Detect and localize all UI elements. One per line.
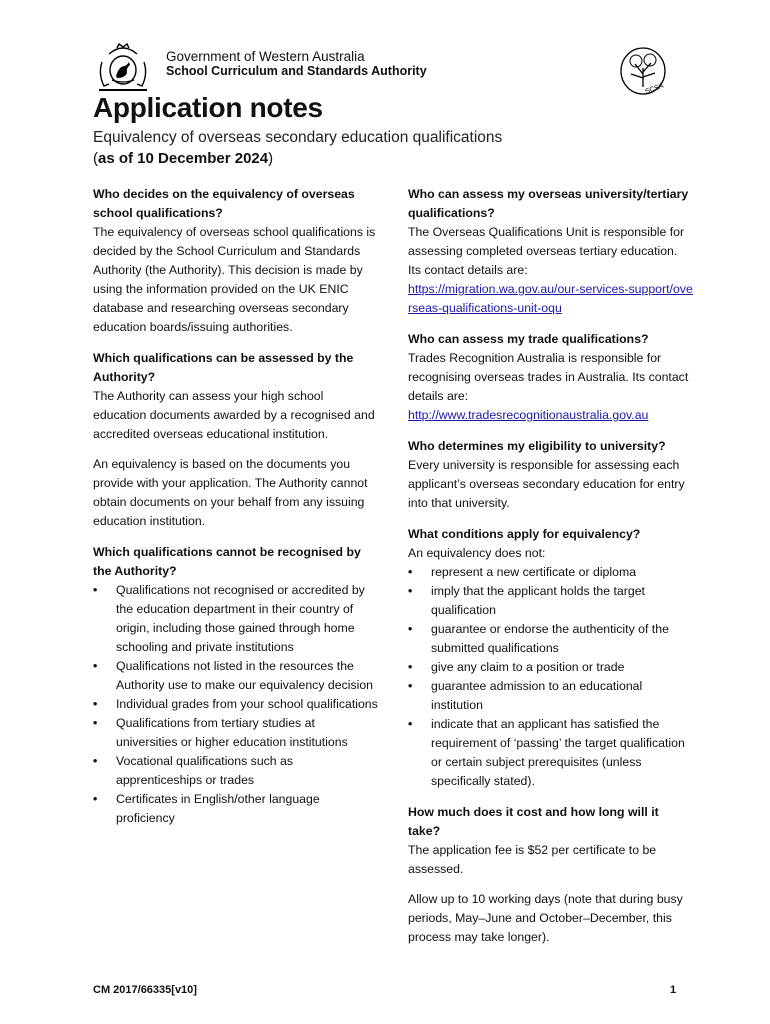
question-heading: Which qualifications can be assessed by the Authority? [93,351,354,384]
document-reference: CM 2017/66335[v10] [93,984,197,996]
answer-text: An equivalency is based on the documents you provide with your application. The Authority cannot obtain documents on your behalf from any issuing education institution. [93,457,368,528]
as-of-close: ) [268,150,274,167]
answer-text: The Overseas Qualifications Unit is responsible for assessing completed overseas tertiary education. Its contact details are: [408,225,685,277]
list-item: • imply that the applicant holds the target qualification [408,582,693,620]
page-title: Application notes [93,92,323,123]
government-heading [166,49,427,79]
seal-text: SCSA [644,82,665,96]
list-item: • Qualifications not listed in the resources the Authority use to make our equivalency decision [93,657,378,695]
bullet-list [408,563,693,791]
answer-text: Every university is responsible for assessing each applicant’s overseas secondary education for entry into that university. [408,458,685,510]
authority-name: School Curriculum and Standards Authority [166,64,427,78]
left-column [93,185,378,840]
government-name: Government of Western Australia [166,49,365,64]
bullet-list [93,581,378,828]
page-subtitle: Equivalency of overseas secondary education qualifications [93,129,503,146]
section-university-eligibility [408,437,693,513]
list-item: • Individual grades from your school qualifications [93,695,378,714]
answer-text: Allow up to 10 working days (note that during busy periods, May–June and October–December, this process may take longer). [408,892,683,944]
tra-link[interactable]: http://www.tradesrecognitionaustralia.gov.au [408,408,649,422]
question-heading: Which qualifications cannot be recognised by the Authority? [93,545,361,578]
answer-text: The equivalency of overseas school qualifications is decided by the School Curriculum and Standards Authority (the Authority). This decision is made by using the information provided on the UK ENIC database and researching overseas secondary education boards/issuing authorities. [93,225,376,334]
list-item: • represent a new certificate or diploma [408,563,693,582]
list-item: • Certificates in English/other language proficiency [93,790,378,828]
section-conditions [408,525,693,791]
right-column [408,185,693,959]
list-item: • guarantee or endorse the authenticity of the submitted qualifications [408,620,693,658]
question-heading: What conditions apply for equivalency? [408,527,641,541]
scsa-seal-logo [617,44,669,98]
question-heading: Who can assess my trade qualifications? [408,332,649,346]
list-item: • Qualifications from tertiary studies at universities or higher education institutions [93,714,378,752]
oqu-link[interactable]: https://migration.wa.gov.au/our-services-support/overseas-qualifications-unit-oqu [408,282,693,315]
answer-text: Trades Recognition Australia is responsible for recognising overseas trades in Australia. Its contact details are: [408,351,689,403]
section-cannot-be-recognised [93,543,378,828]
section-trade [408,330,693,425]
page-number: 1 [670,984,677,996]
answer-text: The Authority can assess your high school education documents awarded by a recognised and accredited overseas educational institution. [93,389,375,441]
list-item: • Vocational qualifications such as apprenticeships or trades [93,752,378,790]
answer-text: An equivalency does not: [408,546,546,560]
answer-text: The application fee is $52 per certificate to be assessed. [408,843,657,876]
section-who-decides [93,185,378,337]
section-qualifications-assessed [93,349,378,531]
section-tertiary [408,185,693,318]
question-heading: Who determines my eligibility to university? [408,439,666,453]
list-item: • indicate that an applicant has satisfied the requirement of ‘passing’ the target qualification or certain subject prerequisites (unless specifically stated). [408,715,693,791]
section-cost-time [408,803,693,947]
as-of-date [93,150,273,167]
as-of-open: ( [93,150,98,167]
question-heading: Who can assess my overseas university/tertiary qualifications? [408,187,689,220]
question-heading: Who decides on the equivalency of overseas school qualifications? [93,187,355,220]
as-of-date-text: as of 10 December 2024 [98,150,269,167]
question-heading: How much does it cost and how long will it take? [408,805,659,838]
wa-crest-logo [95,40,151,94]
list-item: • guarantee admission to an educational institution [408,677,693,715]
list-item: • Qualifications not recognised or accredited by the education department in their country of origin, including those gained through home schooling and private institutions [93,581,378,657]
list-item: • give any claim to a position or trade [408,658,693,677]
